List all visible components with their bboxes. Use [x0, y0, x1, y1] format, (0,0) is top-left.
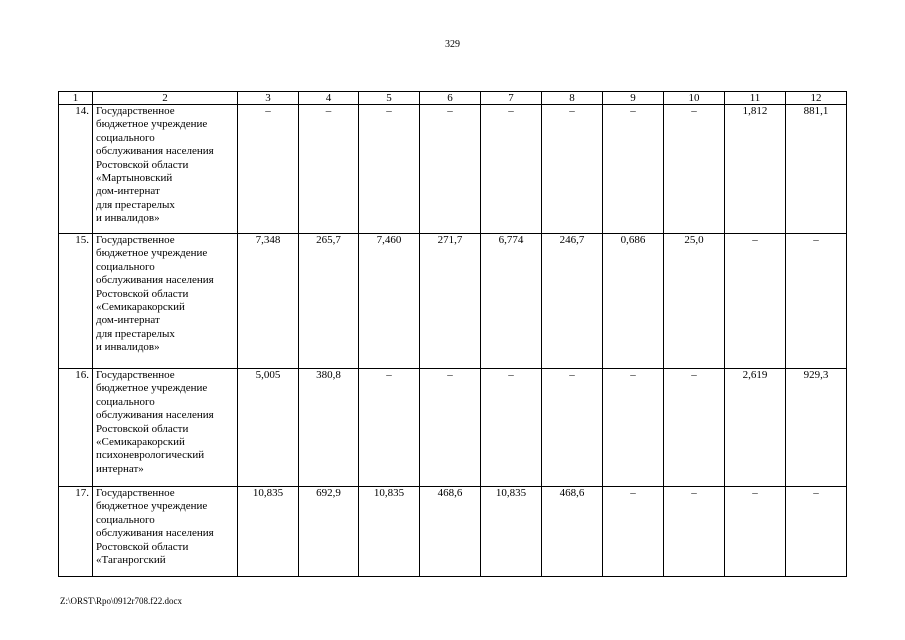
value-cell: –	[725, 487, 786, 577]
institution-name-line: дом-интернат	[96, 185, 160, 198]
row-index: 17.	[59, 487, 93, 577]
value-cell: –	[603, 105, 664, 234]
column-header: 10	[664, 92, 725, 105]
institution-name-line: для престарелых	[96, 198, 175, 211]
value-cell: –	[359, 369, 420, 487]
institution-name-line: бюджетное учреждение	[96, 382, 208, 395]
value-cell: 692,9	[299, 487, 359, 577]
institution-name-line: обслуживания населения	[96, 274, 214, 287]
institution-name-line: Ростовской области	[96, 540, 189, 553]
value-cell: –	[238, 105, 299, 234]
value-cell: 1,812	[725, 105, 786, 234]
value-cell: 7,460	[359, 234, 420, 369]
institution-name	[93, 234, 238, 369]
institution-name-line: и инвалидов»	[96, 341, 160, 354]
institution-name-line: социального	[96, 513, 155, 526]
institution-name-line: социального	[96, 131, 155, 144]
institution-name-line: дом-интернат	[96, 314, 160, 327]
page-number: 329	[445, 39, 460, 50]
value-cell: 6,774	[481, 234, 542, 369]
value-cell: –	[603, 369, 664, 487]
column-header: 12	[786, 92, 847, 105]
value-cell: –	[542, 369, 603, 487]
column-number-row	[59, 92, 847, 105]
value-cell: 380,8	[299, 369, 359, 487]
value-cell: 265,7	[299, 234, 359, 369]
value-cell: –	[664, 105, 725, 234]
institution-name	[93, 105, 238, 234]
institution-name	[93, 487, 238, 577]
value-cell: –	[664, 369, 725, 487]
value-cell: 246,7	[542, 234, 603, 369]
institution-name-line: «Таганрогский	[96, 554, 166, 567]
value-cell: –	[299, 105, 359, 234]
value-cell: 2,619	[725, 369, 786, 487]
value-cell: 7,348	[238, 234, 299, 369]
institution-name-line: Ростовской области	[96, 287, 189, 300]
institution-name-line: Государственное	[96, 369, 175, 381]
value-cell: –	[725, 234, 786, 369]
value-cell: 881,1	[786, 105, 847, 234]
institution-name-line: «Мартыновский	[96, 172, 173, 185]
row-index: 14.	[59, 105, 93, 234]
institution-name-line: обслуживания населения	[96, 145, 214, 158]
column-header: 11	[725, 92, 786, 105]
table-row	[59, 234, 847, 369]
value-cell: 271,7	[420, 234, 481, 369]
institution-name-line: интернат»	[96, 462, 144, 475]
institution-name-line: Государственное	[96, 487, 175, 499]
row-index: 16.	[59, 369, 93, 487]
institution-name-line: бюджетное учреждение	[96, 500, 208, 513]
institution-name-line: обслуживания населения	[96, 527, 214, 540]
value-cell: –	[420, 105, 481, 234]
value-cell: 25,0	[664, 234, 725, 369]
table-body	[59, 92, 847, 577]
column-header: 8	[542, 92, 603, 105]
footer-file-path: Z:\ORST\Rpo\0912r708.f22.docx	[60, 596, 182, 606]
institution-name	[93, 369, 238, 487]
column-header: 3	[238, 92, 299, 105]
value-cell: 0,686	[603, 234, 664, 369]
column-header: 2	[93, 92, 238, 105]
institution-name-line: Ростовской области	[96, 158, 189, 171]
value-cell: 929,3	[786, 369, 847, 487]
institution-name-line: бюджетное учреждение	[96, 247, 208, 260]
value-cell: 10,835	[359, 487, 420, 577]
value-cell: –	[603, 487, 664, 577]
institution-name-line: Государственное	[96, 234, 175, 246]
institution-name-line: обслуживания населения	[96, 409, 214, 422]
value-cell: –	[481, 105, 542, 234]
institution-name-line: «Семикаракорский	[96, 436, 185, 449]
institution-name-line: и инвалидов»	[96, 212, 160, 225]
row-index: 15.	[59, 234, 93, 369]
column-header: 6	[420, 92, 481, 105]
value-cell: –	[542, 105, 603, 234]
value-cell: 10,835	[238, 487, 299, 577]
column-header: 7	[481, 92, 542, 105]
value-cell: –	[420, 369, 481, 487]
institution-name-line: бюджетное учреждение	[96, 118, 208, 131]
value-cell: 468,6	[420, 487, 481, 577]
institution-name-line: Ростовской области	[96, 422, 189, 435]
table-row	[59, 487, 847, 577]
column-header: 4	[299, 92, 359, 105]
institution-name-line: психоневрологический	[96, 449, 205, 462]
table-row	[59, 105, 847, 234]
value-cell: –	[481, 369, 542, 487]
column-header: 5	[359, 92, 420, 105]
institution-name-line: Государственное	[96, 105, 175, 117]
value-cell: 10,835	[481, 487, 542, 577]
institution-name-line: социального	[96, 260, 155, 273]
institution-name-line: социального	[96, 395, 155, 408]
institution-name-line: «Семикаракорский	[96, 301, 185, 314]
value-cell: –	[664, 487, 725, 577]
value-cell: 5,005	[238, 369, 299, 487]
institution-name-line: для престарелых	[96, 327, 175, 340]
column-header: 9	[603, 92, 664, 105]
data-table	[58, 91, 847, 577]
value-cell: –	[786, 487, 847, 577]
value-cell: 468,6	[542, 487, 603, 577]
value-cell: –	[786, 234, 847, 369]
column-header: 1	[59, 92, 93, 105]
table-row	[59, 369, 847, 487]
value-cell: –	[359, 105, 420, 234]
